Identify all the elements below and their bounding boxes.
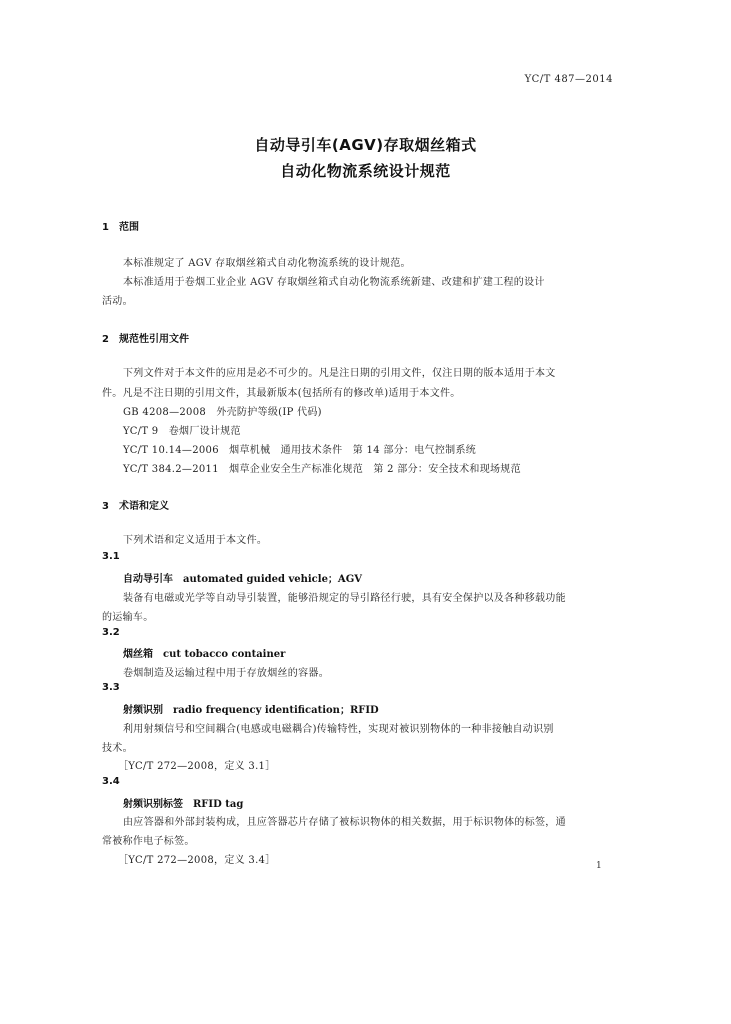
document-title-line-2: 自动化物流系统设计规范	[280, 162, 451, 180]
term-definition-line-2: 的运输车。	[102, 612, 154, 623]
section-1-heading: 1 范围	[102, 222, 139, 233]
section-2-intro-line-1: 下列文件对于本文件的应用是必不可少的。凡是注日期的引用文件，仅注日期的版本适用于本文	[123, 368, 556, 379]
section-2-intro-line-2: 件。凡是不注日期的引用文件，其最新版本(包括所有的修改单)适用于本文件。	[102, 388, 461, 399]
term-definition-line-2: 常被称作电子标签。	[102, 836, 195, 847]
section-1-para-2-line-2: 活动。	[102, 296, 133, 307]
term-definition-line-1: 卷烟制造及运输过程中用于存放烟丝的容器。	[123, 668, 329, 679]
term-number: 3.2	[102, 627, 120, 638]
term-title: 射频识别标签 RFID tag	[123, 799, 244, 810]
reference-item: YC/T 384.2—2011 烟草企业安全生产标准化规范 第 2 部分：安全技术和现场规范	[123, 464, 521, 475]
reference-item: YC/T 10.14—2006 烟草机械 通用技术条件 第 14 部分：电气控制系统	[123, 445, 477, 456]
term-source: ［YC/T 272—2008，定义 3.1］	[118, 761, 276, 772]
reference-item: GB 4208—2008 外壳防护等级(IP 代码)	[123, 407, 322, 418]
term-title: 自动导引车 automated guided vehicle；AGV	[123, 574, 362, 585]
standard-code: YC/T 487—2014	[524, 74, 613, 85]
section-3-intro: 下列术语和定义适用于本文件。	[123, 535, 268, 546]
section-3-heading: 3 术语和定义	[102, 501, 169, 512]
term-definition-line-1: 装备有电磁或光学等自动导引装置，能够沿规定的导引路径行驶，具有安全保护以及各种移载功能	[123, 593, 566, 604]
term-number: 3.1	[102, 551, 120, 562]
section-1-para-1: 本标准规定了 AGV 存取烟丝箱式自动化物流系统的设计规范。	[123, 258, 411, 269]
section-1-para-2-line-1: 本标准适用于卷烟工业企业 AGV 存取烟丝箱式自动化物流系统新建、改建和扩建工程的设计	[123, 277, 545, 288]
term-number: 3.4	[102, 776, 120, 787]
term-source: ［YC/T 272—2008，定义 3.4］	[118, 855, 276, 866]
reference-item: YC/T 9 卷烟厂设计规范	[123, 426, 241, 437]
term-definition-line-1: 利用射频信号和空间耦合(电感或电磁耦合)传输特性，实现对被识别物体的一种非接触自动识别	[123, 724, 554, 735]
term-definition-line-2: 技术。	[102, 743, 133, 754]
term-title: 烟丝箱 cut tobacco container	[123, 649, 286, 660]
section-2-heading: 2 规范性引用文件	[102, 334, 189, 345]
term-definition-line-1: 由应答器和外部封装构成，且应答器芯片存储了被标识物体的相关数据，用于标识物体的标签，通	[123, 817, 566, 828]
document-title-line-1: 自动导引车(AGV)存取烟丝箱式	[254, 136, 477, 154]
page-number: 1	[596, 861, 602, 871]
term-title: 射频识别 radio frequency identification；RFID	[123, 705, 379, 716]
term-number: 3.3	[102, 682, 120, 693]
